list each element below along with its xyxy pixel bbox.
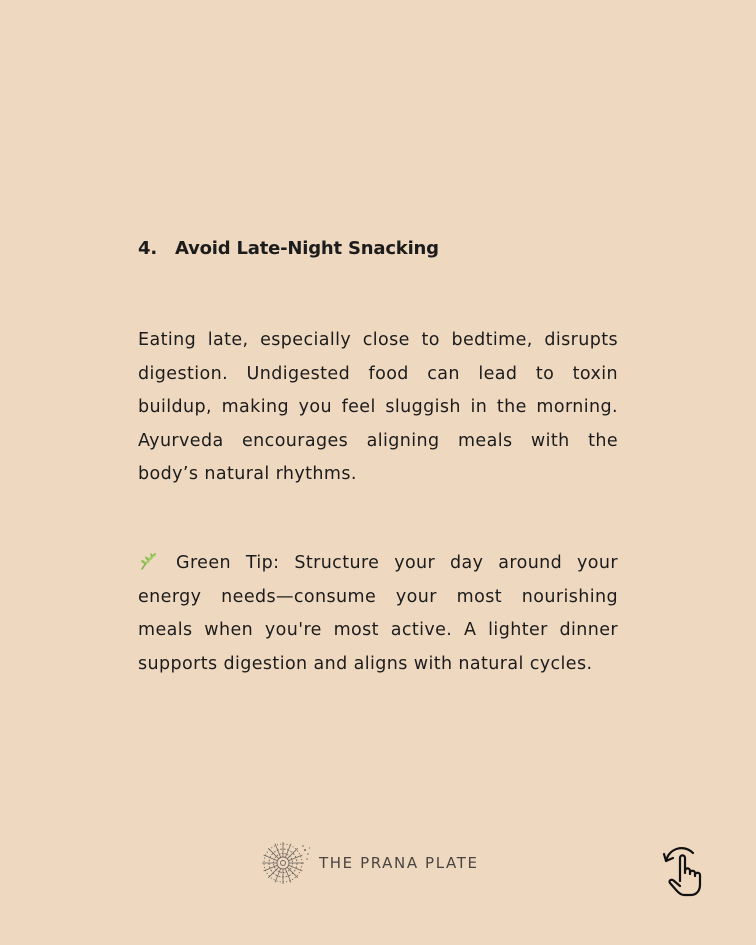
prana-plate-logo xyxy=(261,840,479,886)
section-number: 4. xyxy=(138,238,157,259)
body-paragraph: Eating late, especially close to bedtime, disrupts digestion. Undigested food can lead to toxin buildup, making you feel sluggish in the morning. Ayurveda encourages aligning meals with the body’s natural rhythms. xyxy=(138,330,618,485)
green-tip-paragraph xyxy=(138,547,618,681)
brand-name: THE PRANA PLATE xyxy=(319,854,479,872)
green-tip-text: Green Tip: Structure your day around your energy needs—consume your most nourishing meals when you're most active. A lighter dinner supports digestion and aligns with natural cycles. xyxy=(138,553,618,674)
swipe-hand-icon xyxy=(660,843,708,897)
herb-leaf-icon xyxy=(138,550,160,570)
section-heading xyxy=(138,238,439,259)
mandala-logo-icon xyxy=(261,840,311,886)
section-title: Avoid Late-Night Snacking xyxy=(175,238,439,259)
